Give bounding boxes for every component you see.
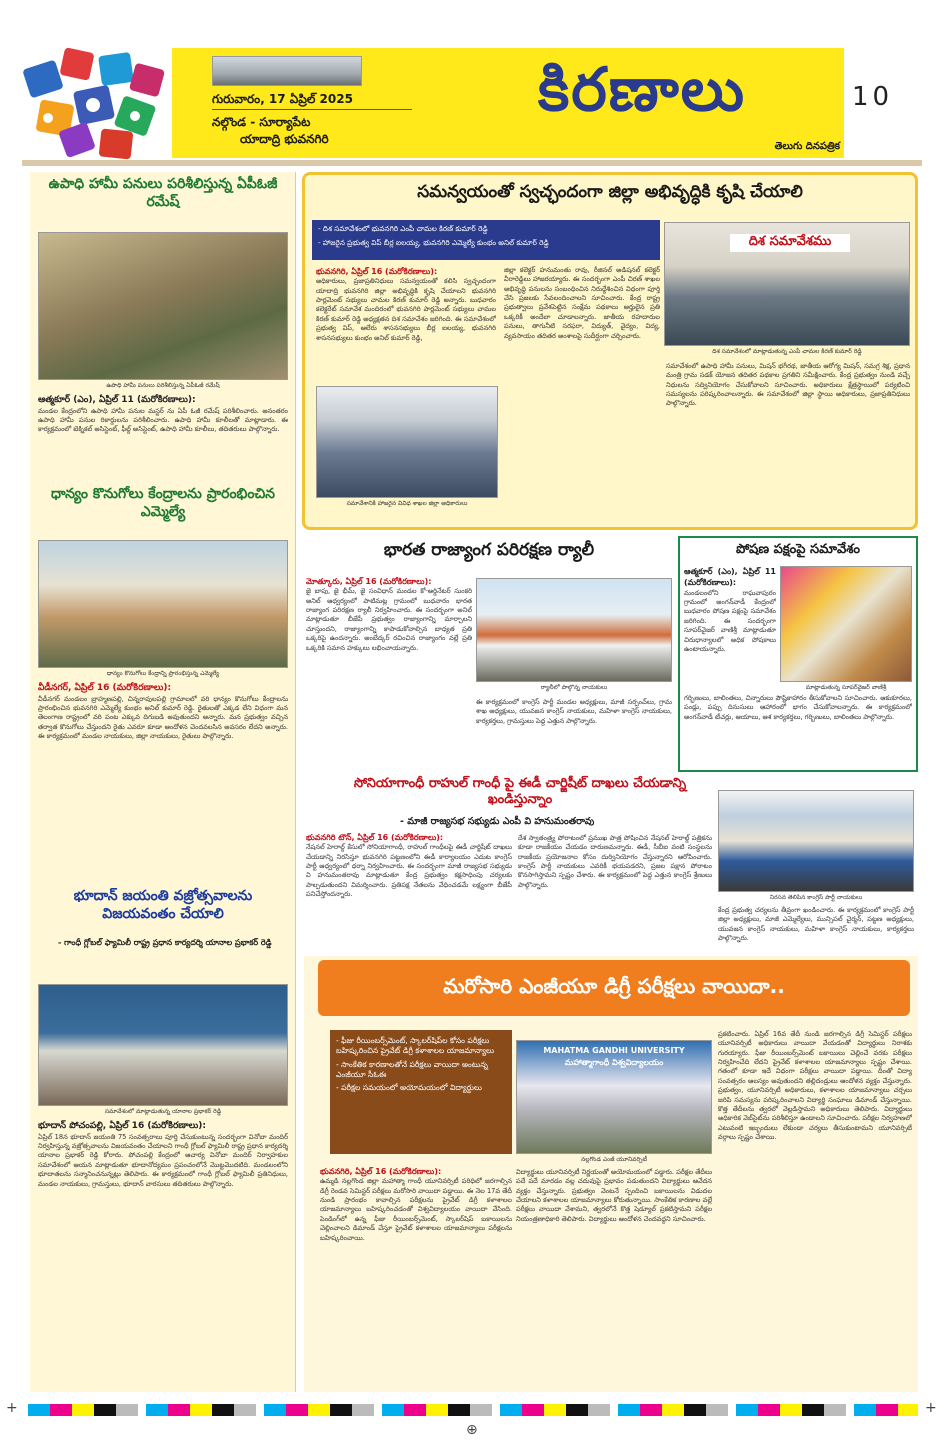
lead-dateline: భువనగిరి, ఏప్రిల్ 16 (మరోకిరణాలు): xyxy=(316,267,438,276)
lead-photo-1-caption: దిశ సమావేశంలో మాట్లాడుతున్న ఎంపీ చామల కిరణ్ కుమార్ రెడ్డి xyxy=(712,348,862,355)
lead-bullet-1: - దిశ సమావేశంలో భువనగిరి ఎంపీ చామల కిరణ్ కుమార్ రెడ్డి xyxy=(318,224,488,233)
story1-dateline: ఆత్మకూర్ (ఎం), ఏప్రిల్ 11 (మరోకిరణాలు): xyxy=(38,395,196,405)
masthead-rule xyxy=(22,160,922,166)
lead-story-title: సమన్వయంతో స్వచ్ఛందంగా జిల్లా అభివృద్ధికి కృషి చేయాలి xyxy=(417,182,803,202)
ed-body-a xyxy=(306,832,512,954)
district-line-1: నల్గొండ - సూర్యాపేట xyxy=(212,115,311,129)
rally-body-a xyxy=(306,576,472,772)
exam-dateline: భువనగిరి, ఏప్రిల్ 16 (మరోకిరణాలు): xyxy=(320,1167,442,1176)
nutrition-dateline: ఆత్మకూర్ (ఎం), ఏప్రిల్ 11 (మరోకిరణాలు): xyxy=(684,567,776,588)
color-swatches xyxy=(28,1404,918,1416)
exam-bullet-3: - పరీక్షల సమయంలో అయోమయంలో విద్యార్థులు xyxy=(336,1083,482,1092)
rally-photo xyxy=(476,578,672,682)
print-registration-mark-icon: + xyxy=(925,1400,937,1416)
social-media-cubes-icon xyxy=(22,44,172,162)
story2-text: వీడీనగర్ మండలం బ్రాహ్మణపల్లి, చిన్నరావులపల్లి గ్రామాలలో వరి ధాన్యం కొనుగోలు కేంద్రాలను ప్రారంభించిన భువనగిరి ఎమ్మెల్యే కుంభం అనిల్ కుమార్ రెడ్డి. రైతులతో ఎక్కడ లేని విధంగా మన తెలంగాణ రాష్ట్రంలో వరి పంట ఎక్కువ దిగుబడి అవుతుందని అన్నారు. మన ప్రభుత్వం వచ్చిన తర్వాత కొనుగోలు చేస్తుందని రైతు ఎవరూ కూడా ఆందోళన చెందవలసిన అవసరం లేదని అన్నారు. ఈ కార్యక్రమంలో మండల నాయకులు, జిల్లా నాయకులు, రైతులు పాల్గొన్నారు. xyxy=(38,694,288,741)
story3-caption: సమావేశంలో మాట్లాడుతున్న యానాల ప్రభాకర్ రెడ్డి xyxy=(104,1108,222,1115)
masthead-skyline-image xyxy=(212,56,362,86)
exam-body-a xyxy=(320,1166,512,1388)
ed-subhead: - మాజీ రాజ్యసభ సభ్యుడు ఎంపీ వి హనుమంతరావు xyxy=(400,816,595,827)
story2-caption: ధాన్యం కొనుగోలు కేంద్రాన్ని ప్రారంభిస్తున్న ఎమ్మెల్యే xyxy=(106,670,220,677)
story3-text: ఏప్రిల్ 18న భూదాన్ జయంతి 75 సంవత్సరాలు పూర్తి చేసుకుంటున్న సందర్భంగా వినోబా మందిర్ నిర్వహిస్తున్న వజ్రోత్సవాలను విజయవంతం చేయాలని గాంధీ గ్లోబల్ ఫ్యామిలీ రాష్ట్ర ప్రధాన కార్యదర్శి యానాల ప్రభాకర్ రెడ్డి కోరారు. పోచంపల్లి కేంద్రంలో ఆచార్య వినోబా మందిర్ నిర్వాహకుల సమావేశంలో ఆయన మాట్లాడుతూ భూదానోద్యమం ప్రపంచంలోనే మొట్టమొదటిది. మండలంలోని భూదాతలను సన్మానించనున్నట్లు తెలిపారు. ఈ కార్యక్రమంలో గాంధీ గ్లోబల్ ఫ్యామిలీ ప్రతినిధులు, మండల నాయకులు, గ్రామస్తులు, భూదాన్ వారసులు తదితరులు పాల్గొన్నారు. xyxy=(38,1132,288,1188)
rally-title: భారత రాజ్యాంగ పరిరక్షణ ర్యాలీ xyxy=(383,540,595,560)
rally-dateline: మోత్కూరు, ఏప్రిల్ 16 (మరోకిరణాలు): xyxy=(306,577,432,586)
story3-title: భూదాన్ జయంతి వజ్రోత్సవాలను విజయవంతం చేయాలి xyxy=(73,888,253,922)
rally-photo-caption: ర్యాలీలో పాల్గొన్న నాయకులు xyxy=(540,684,608,691)
story2-title: ధాన్యం కొనుగోలు కేంద్రాలను ప్రారంభించిన ఎమ్మెల్యే xyxy=(50,486,276,520)
lead-bullet-2: - హాజరైన ప్రభుత్వ విప్ బీర్ల ఐలయ్య, భువనగిరి ఎమ్మెల్యే కుంభం అనిల్ కుమార్ రెడ్డి xyxy=(318,238,549,247)
exam-bullet-1: - ఫీజు రీయింబర్స్‌మెంట్, స్కాలర్‌షిప్‌ల కోసం పరీక్షలు బహిష్కరించిన ప్రైవేట్ డిగ్రీ కళాశాలల యాజమాన్యాలు xyxy=(336,1036,495,1056)
exam-bullet-2: - సాంకేతిక కారణాలతోనే పరీక్షలు వాయిదా అంటున్న ఎంజీయూ సీఓఈ xyxy=(336,1059,488,1079)
exam-photo-caption: నల్లగొండ ఎంజీ యూనివర్సిటీ xyxy=(581,1156,647,1163)
print-registration-mark-icon: + xyxy=(6,1400,18,1416)
divider xyxy=(212,109,412,110)
exam-bullets-panel xyxy=(330,1030,512,1154)
lead-body-c: సమావేశంలో ఉపాధి హామీ పనులు, మిషన్ భగీరథ, జాతీయ ఆరోగ్య మిషన్, సమగ్ర శిక్ష, ప్రధాన మంత్రి గ్రామ సడక్ యోజన తదితర పథకాల ప్రగతిని సమీక్షించారు. కేంద్ర ప్రభుత్వం నుండి వచ్చే నిధులను సద్వినియోగం చేసుకోవాలని సూచించారు. అధికారులు క్షేత్రస్థాయిలో పర్యటించి సమస్యలను పరిష్కరించాలన్నారు. ఈ సమావేశంలో జిల్లా స్థాయి అధికారులు, ప్రజాప్రతినిధులు పాల్గొన్నారు. xyxy=(666,362,910,408)
nutrition-body-b: గర్భిణులు, బాలింతలు, చిన్నారులు పౌష్టికాహారం తీసుకోవాలని సూచించారు. ఆకుకూరలు, పండ్లు, పప్పు దినుసులు ఆహారంలో భాగం చేసుకోవాలన్నారు. ఈ కార్యక్రమంలో అంగన్‌వాడీ టీచర్లు, ఆయాలు, ఆశ కార్యకర్తలు, గర్భిణులు, బాలింతలు పాల్గొన్నారు. xyxy=(684,694,912,721)
rally-text-a: జై బాపు, జై భీమ్, జై సంవిధాన్ మండల కో-ఆర్డినేటర్ సుంకరి అనిల్ ఆధ్వర్యంలో పాటిమట్ల గ్రామంలో బుధవారం భారత రాజ్యాంగ పరిరక్షణ ర్యాలీ నిర్వహించారు. ఈ సందర్భంగా అనిల్ మాట్లాడుతూ బీజేపీ ప్రభుత్వం రాజ్యాంగాన్ని మార్చాలని చూస్తుందని, రాజ్యాంగాన్ని కాపాడుకోవాల్సిన బాధ్యత ప్రతి ఒక్కరిపై ఉందన్నారు. అంబేద్కర్ రచించిన రాజ్యాంగం వల్లే ప్రతి ఒక్కరికి సమాన హక్కులు లభించాయన్నారు. xyxy=(306,587,472,652)
ed-photo xyxy=(718,790,914,892)
page-number: 10 xyxy=(852,82,894,112)
ed-dateline: భువనగిరి టౌన్, ఏప్రిల్ 16 (మరోకిరణాలు): xyxy=(306,833,444,842)
story2-body xyxy=(38,682,288,882)
ed-body-b: దేశ స్వాతంత్ర్య పోరాటంలో ప్రముఖ పాత్ర పోషించిన నేషనల్ హెరాల్డ్ పత్రికను కూడా రాజకీయం చేయడం దారుణమన్నారు. ఈడీ, సీబీఐ వంటి సంస్థలను రాజకీయ ప్రయోజనాల కోసం దుర్వినియోగం చేస్తున్నారని ఆరోపించారు. కాంగ్రెస్ పార్టీ నాయకులు ఎవరికీ భయపడరని, ప్రజల పక్షాన పోరాటం కొనసాగిస్తామని స్పష్టం చేశారు. ఈ కార్యక్రమంలో పెద్ద ఎత్తున కాంగ్రెస్ శ్రేణులు పాల్గొన్నారు. xyxy=(518,834,712,889)
story3-dateline: భూదాన్ పోచంపల్లి, ఏప్రిల్ 16 (మరోకిరణాలు): xyxy=(38,1121,206,1131)
ed-title: సోనియాగాంధీ రాహుల్ గాంధీ పై ఈడీ చార్జిషీట్ దాఖలు చేయడాన్ని ఖండిస్తున్నాం xyxy=(353,776,687,808)
lead-body-a xyxy=(316,266,496,382)
tagline: తెలుగు దినపత్రిక xyxy=(774,141,840,152)
district-line-2: యాదాద్రి భువనగిరి xyxy=(240,132,329,146)
story3-subhead: - గాంధీ గ్లోబల్ ఫ్యామిలీ రాష్ట్ర ప్రధాన కార్యదర్శి యానాల ప్రభాకర్ రెడ్డి xyxy=(58,938,272,947)
exam-univ-name-te: మహాత్మాగాంధీ విశ్వవిద్యాలయం xyxy=(564,1058,664,1067)
story1-body xyxy=(38,394,288,484)
masthead xyxy=(0,0,945,168)
lead-text-a: అధికారులు, ప్రజాప్రతినిధులు సమన్వయంతో కలిసి స్వచ్ఛందంగా యాదాద్రి భువనగిరి జిల్లా అభివృద్ధికి కృషి చేయాలని భువనగిరి పార్లమెంట్ సభ్యులు చామల కిరణ్ కుమార్ రెడ్డి అన్నారు. బుధవారం కలెక్టరేట్ సమావేశ మందిరంలో భువనగిరి పార్లమెంట్ సభ్యులు చామల కిరణ్ కుమార్ రెడ్డి అధ్యక్షతన దిశ సమావేశం జరిగింది. ఈ సమావేశంలో ప్రభుత్వ విప్, ఆలేరు శాసనసభ్యులు బీర్ల ఐలయ్య, భువనగిరి శాసనసభ్యులు కుంభం అనిల్ కుమార్ రెడ్డి, xyxy=(316,277,496,342)
story2-dateline: వీడీనగర్, ఏప్రిల్ 16 (మరోకిరణాలు): xyxy=(38,683,172,693)
nutrition-body-a xyxy=(684,566,776,690)
exam-body-b: విద్యార్థులు యూనివర్సిటీ నిర్ణయంతో అయోమయంలో పడ్డారు. పరీక్షల తేదీలు పదే పదే మారడం వల్ల చదువుపై ప్రభావం పడుతుందని విద్యార్థులు ఆవేదన వ్యక్తం చేస్తున్నారు. ప్రభుత్వం వెంటనే స్పందించి బకాయిలను విడుదల చేయాలని కళాశాలల యాజమాన్యాలు కోరుతున్నాయి. సాంకేతిక కారణాల వల్లే పరీక్షలు వాయిదా వేశామని, త్వరలోనే కొత్త షెడ్యూల్ ప్రకటిస్తామని పరీక్షల నియంత్రణాధికారి తెలిపారు. విద్యార్థులు ఆందోళన చెందవద్దని సూచించారు. xyxy=(516,1168,712,1223)
ed-text-a: నేషనల్ హెరాల్డ్ కేసులో సోనియాగాంధీ, రాహుల్ గాంధీలపై ఈడీ చార్జిషీట్ దాఖలు చేయడాన్ని నిరసిస్తూ భువనగిరి పట్టణంలోని ఈడీ కార్యాలయం ఎదుట కాంగ్రెస్ పార్టీ ఆధ్వర్యంలో ధర్నా నిర్వహించారు. ఈ సందర్భంగా మాజీ రాజ్యసభ సభ్యుడు వి హనుమంతరావు మాట్లాడుతూ కేంద్ర ప్రభుత్వం కక్షసాధింపు చర్యలకు పాల్పడుతుందని విమర్శించారు. ప్రతిపక్ష నేతలను వేధించడమే లక్ష్యంగా బీజేపీ పనిచేస్తోందన్నారు. xyxy=(306,843,512,899)
story2-photo xyxy=(38,540,288,668)
exam-univ-name-en: MAHATMA GANDHI UNIVERSITY xyxy=(543,1046,685,1055)
ed-body-c: కేంద్ర ప్రభుత్వ చర్యలను తీవ్రంగా ఖండించారు. ఈ కార్యక్రమంలో కాంగ్రెస్ పార్టీ జిల్లా అధ్యక్షులు, మాజీ ఎమ్మెల్యేలు, మున్సిపల్ చైర్మన్, పట్టణ అధ్యక్షులు, యువజన కాంగ్రెస్ నాయకులు, మహిళా కాంగ్రెస్ నాయకులు, కార్యకర్తలు పాల్గొన్నారు. xyxy=(718,906,914,943)
lead-photo-2 xyxy=(316,386,498,498)
lead-photo-2-caption: సమావేశానికి హాజరైన వివిధ శాఖల జిల్లా అధికారులు xyxy=(346,500,468,507)
nutrition-text-a: మండలంలోని రాఘవాపురం గ్రామంలో అంగన్‌వాడీ కేంద్రంలో బుధవారం పోషణ పక్షంపై సమావేశం జరిగింది. ఈ సందర్భంగా సూపర్‌వైజర్ వాణిశ్రీ మాట్లాడుతూ చిరుధాన్యాలలో అధిక పోషకాలు ఉంటాయన్నారు. xyxy=(684,588,776,653)
exam-title: మరోసారి ఎంజీయూ డిగ్రీ పరీక్షలు వాయిదా.. xyxy=(443,974,785,998)
story3-body xyxy=(38,1120,288,1388)
story1-caption: ఉపాధి హామీ పనులు పరిశీలిస్తున్న ఏపీఓజీ రమేష్ xyxy=(106,382,220,389)
lead-body-b: జిల్లా కలెక్టర్ హనుమంతు రావు, రీజినల్ అడిషనల్ కలెక్టర్ వీరారెడ్డిలు హాజరయ్యారు. ఈ సందర్భంగా ఎంపీ చిరణ్ శాఖల అభివృద్ధి పనులను సంబంధించిన నిరుద్దేశించిన విధంగా పూర్తి చేసి ప్రజలకు సేవలందించాలని సూచించారు. కేంద్ర రాష్ట్ర ప్రభుత్వాలు ప్రవేశపెట్టిన సంక్షేమ పథకాలు అర్హులైన ప్రతి ఒక్కరికీ అందేలా చూడాలన్నారు. జాతీయ రహదారుల పనులు, తాగునీటి సరఫరా, విద్యుత్, వైద్యం, విద్య, వ్యవసాయం తదితర అంశాలపై సుదీర్ఘంగా చర్చించారు. xyxy=(504,266,660,340)
nutrition-title: పోషణ పక్షంపై సమావేశం xyxy=(735,542,861,557)
story3-photo xyxy=(38,984,288,1106)
date-line: గురువారం, 17 ఏప్రిల్ 2025 xyxy=(212,92,353,106)
story1-photo xyxy=(38,232,288,380)
story1-text: మండల కేంద్రంలోని ఉపాధి హామీ పనుల మస్టర్ ను ఏపీ ఓజీ రమేష్ పరిశీలించారు. అనంతరం ఉపాధి హామీ పనుల రికార్డులను పరిశీలించారు. ఉపాధి హామీ కూలీలతో మాట్లాడారు. ఈ కార్యక్రమంలో టెక్నికల్ అసిస్టెంట్, ఫీల్డ్ అసిస్టెంట్, ఉపాధి హామీ కూలీలు, తదితరులు పాల్గొన్నారు. xyxy=(38,406,288,434)
nutrition-photo-caption: మాట్లాడుతున్న సూపర్‌వైజర్ వాణిశ్రీ xyxy=(805,684,887,691)
paper-name: కిరణాలు xyxy=(537,55,747,125)
rally-body-b: ఈ కార్యక్రమంలో కాంగ్రెస్ పార్టీ మండల అధ్యక్షులు, మాజీ సర్పంచ్‌లు, గ్రామ శాఖ అధ్యక్షులు, యువజన కాంగ్రెస్ నాయకులు, మహిళా కాంగ్రెస్ నాయకులు, కార్యకర్తలు, గ్రామస్తులు పెద్ద ఎత్తున పాల్గొన్నారు. xyxy=(476,698,672,725)
story1-title: ఉపాధి హామీ పనులు పరిశీలిస్తున్న ఏపీఓజీ రమేష్ xyxy=(48,176,278,210)
exam-text-a: ఉమ్మడి నల్లగొండ జిల్లా మహాత్మా గాంధీ యూనివర్సిటీ పరిధిలో జరగాల్సిన డిగ్రీ రెండవ సెమిస్టర్ పరీక్షలు మరోసారి వాయిదా పడ్డాయి. ఈ నెల 17వ తేదీ నుండి ప్రారంభం కావాల్సిన పరీక్షలను ప్రైవేట్ డిగ్రీ కళాశాలల యాజమాన్యాలు బహిష్కరించడంతో విశ్వవిద్యాలయం వాయిదా వేసింది. పెండింగ్‌లో ఉన్న ఫీజు రీయింబర్స్‌మెంట్, స్కాలర్‌షిప్ బకాయిలను చెల్లించాలని డిమాండ్ చేస్తూ ప్రైవేట్ కళాశాలల యాజమాన్యాలు పరీక్షలను బహిష్కరించాయి. xyxy=(320,1177,512,1242)
nutrition-photo xyxy=(780,566,912,682)
print-registration-mark-icon: ⊕ xyxy=(466,1422,478,1438)
print-color-bar xyxy=(0,1398,945,1447)
ed-photo-caption: నిరసన తెలిపిన కాంగ్రెస్ పార్టీ నాయకులు xyxy=(769,894,863,901)
exam-body-c: ప్రకటించారు. ఏప్రిల్ 16వ తేదీ నుండి జరగాల్సిన డిగ్రీ సెమిస్టర్ పరీక్షలు యూనివర్సిటీ అధికారులు వాయిదా వేయడంతో విద్యార్థులు నిరాశకు గురయ్యారు. ఫీజు రీయింబర్స్‌మెంట్ బకాయిలు చెల్లించే వరకు పరీక్షలు నిర్వహించేది లేదని ప్రైవేట్ కళాశాలల యాజమాన్యాలు స్పష్టం చేశాయి. గతంలో కూడా ఇదే విధంగా పరీక్షలు వాయిదా పడ్డాయి. దీంతో విద్యా సంవత్సరం ఆలస్యం అవుతుందని తల్లిదండ్రులు ఆందోళన వ్యక్తం చేస్తున్నారు. ప్రభుత్వం, యూనివర్సిటీ అధికారులు, కళాశాలల యాజమాన్యాలు చర్చలు జరిపి సమస్యను పరిష్కరించాలని విద్యార్థి సంఘాలు డిమాండ్ చేస్తున్నాయి. కొత్త తేదీలను త్వరలో వెల్లడిస్తామని అధికారులు తెలిపారు. విద్యార్థులు అధికారిక వెబ్‌సైట్‌ను పరిశీలిస్తూ ఉండాలని సూచించారు. పరీక్షల నిర్వహణలో ఎటువంటి ఇబ్బందులు లేకుండా చర్యలు తీసుకుంటామని యూనివర్సిటీ వర్గాలు స్పష్టం చేశాయి. xyxy=(718,1030,912,1141)
lead-banner-text: దిశ సమావేశము xyxy=(730,234,850,252)
